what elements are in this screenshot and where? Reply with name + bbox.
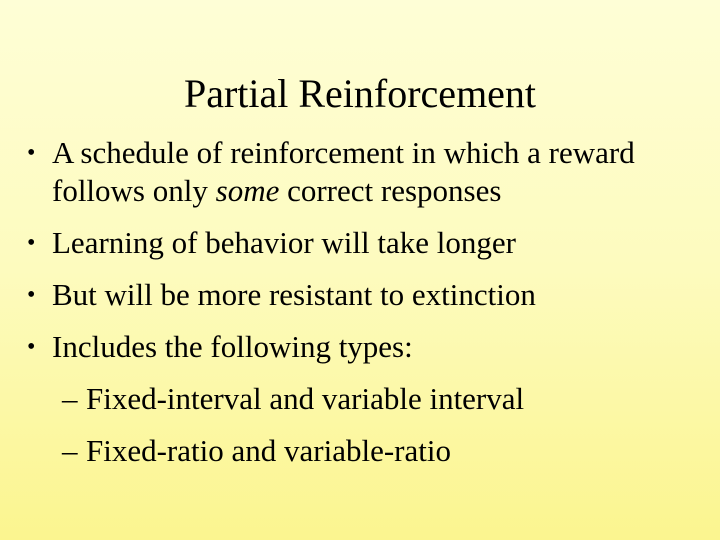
sub-bullet-group: [0, 380, 720, 470]
bullet-text: [52, 135, 635, 208]
sub-bullet-list: [0, 380, 720, 470]
bullet-item: [0, 134, 720, 210]
bullet-marker: •: [27, 140, 36, 166]
bullet-marker: •: [27, 282, 36, 308]
slide-title: Partial Reinforcement: [183, 71, 537, 116]
sub-bullet-item: [0, 380, 720, 418]
sub-bullet-text: Fixed-interval and variable interval: [86, 381, 525, 416]
sub-bullet-text: Fixed-ratio and variable-ratio: [86, 433, 451, 468]
bullet-emphasis: some: [215, 173, 280, 208]
bullet-text: Learning of behavior will take longer: [52, 225, 516, 260]
bullet-text: Includes the following types:: [52, 329, 413, 364]
sub-bullet-item: [0, 432, 720, 470]
sub-bullet-marker: –: [62, 381, 78, 416]
bullet-item: [0, 328, 720, 366]
bullet-marker: •: [27, 230, 36, 256]
bullet-marker: •: [27, 334, 36, 360]
bullet-text-end: correct responses: [279, 173, 502, 208]
bullet-list: [0, 134, 720, 484]
bullet-item: [0, 276, 720, 314]
bullet-text: But will be more resistant to extinction: [52, 277, 536, 312]
sub-bullet-marker: –: [62, 433, 78, 468]
bullet-item: [0, 224, 720, 262]
bullet-text-start: A schedule of reinforcement in which a reward follows only: [52, 135, 635, 208]
